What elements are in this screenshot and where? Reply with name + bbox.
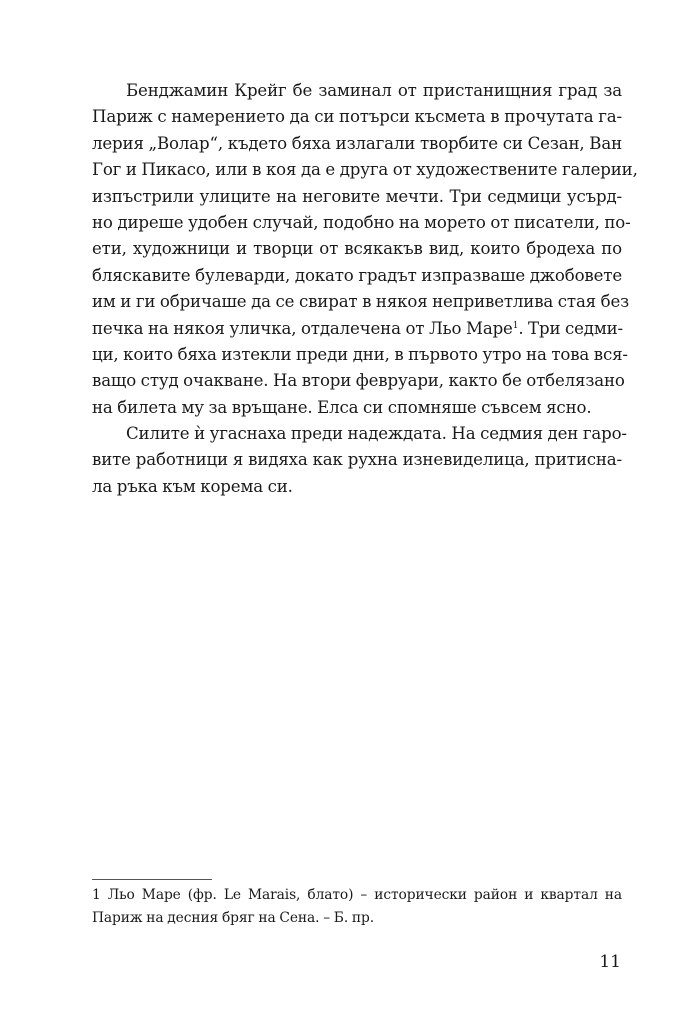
text-line: им и ги обричаше да се свират в някоя неприветлива стая без — [92, 292, 630, 312]
footnote — [92, 884, 622, 930]
text-line-head: печка на някоя уличка, отдалечена от Льо Маре — [92, 318, 513, 338]
text-line: лерия „Волар“, където бяха излагали творбите си Сезан, Ван — [92, 133, 622, 153]
text-line: на билета му за връщане. Елса си спомняше съвсем ясно. — [92, 397, 592, 417]
text-line-with-footnote — [92, 316, 622, 342]
text-line: Бенджамин Крейг бе заминал от пристанищния град за — [126, 81, 622, 100]
footnote-line: Париж на десния бряг на Сена. – Б. пр. — [92, 910, 375, 926]
text-line: ващо студ очакване. На втори февруари, както бе отбелязано — [92, 371, 625, 391]
page-number: 11 — [599, 952, 621, 972]
footnote-separator — [92, 879, 212, 880]
text-line: ла ръка към корема си. — [92, 476, 293, 496]
text-line: Силите ѝ угаснаха преди надеждата. На седмия ден гаро- — [126, 424, 627, 444]
paragraph-1 — [92, 78, 638, 421]
text-line: но диреше удобен случай, подобно на морето от писатели, по- — [92, 212, 631, 232]
text-line: Париж с намерението да си потърси късмета в прочутата га- — [92, 107, 622, 127]
footnote-line: 1 Льо Маре (фр. Le Marais, блато) – исторически район и квартал на — [92, 887, 622, 903]
paragraph-2 — [92, 421, 627, 500]
text-line: Гог и Пикасо, или в коя да е друга от художествените галерии, — [92, 160, 638, 180]
text-line: бляскавите булеварди, докато градът изпразваше джобовете — [92, 265, 622, 285]
main-text — [92, 78, 638, 500]
text-line: вите работници я видяха как рухна изневиделица, притисна- — [92, 450, 622, 470]
text-line-tail: . Три седми- — [518, 318, 623, 338]
footnote-reference[interactable]: 1 — [512, 320, 519, 331]
text-line: ци, които бяха изтекли преди дни, в първото утро на това вся- — [92, 344, 628, 364]
text-line: ети, художници и творци от всякакъв вид, които бродеха по — [92, 239, 622, 259]
text-line: изпъстрили улиците на неговите мечти. Три седмици усърд- — [92, 186, 622, 206]
